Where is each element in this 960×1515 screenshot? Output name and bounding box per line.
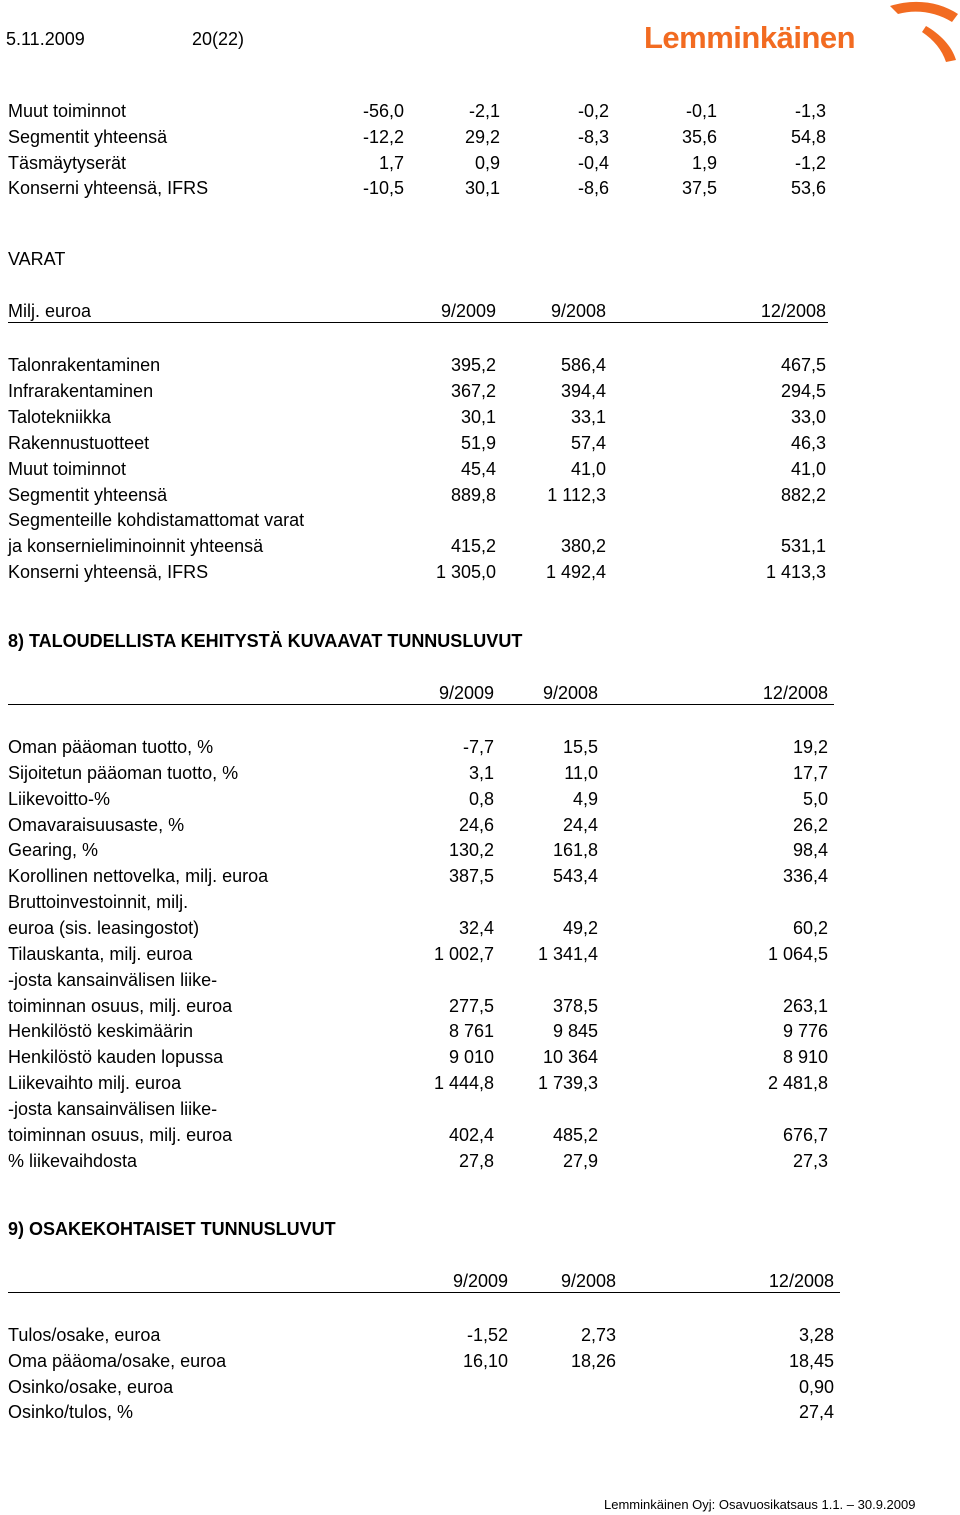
document-date: 5.11.2009 xyxy=(6,29,85,49)
table-row xyxy=(0,150,960,176)
table-row xyxy=(0,559,960,585)
row-value: 5,0 xyxy=(802,788,828,809)
s9-col-1: 9/2009 xyxy=(452,1271,508,1291)
table-row xyxy=(0,533,960,559)
row-value: 531,1 xyxy=(780,536,826,557)
row-value: 294,5 xyxy=(780,380,826,401)
row-value: 0,8 xyxy=(468,788,494,809)
row-value: 60,2 xyxy=(792,917,828,938)
row-label: Henkilöstö kauden lopussa xyxy=(8,1047,224,1068)
table-row xyxy=(0,1096,960,1122)
row-value: 57,4 xyxy=(570,432,606,453)
row-value: 9 845 xyxy=(552,1021,598,1042)
row-label: Liikevaihto milj. euroa xyxy=(8,1073,182,1094)
row-value: 33,1 xyxy=(570,406,606,427)
table-row xyxy=(0,404,960,430)
row-value: 46,3 xyxy=(790,432,826,453)
table-row xyxy=(0,760,960,786)
row-value: 1 305,0 xyxy=(435,562,496,583)
row-value: 543,4 xyxy=(552,866,598,887)
row-value: 35,6 xyxy=(681,126,717,147)
row-value: 1,7 xyxy=(378,152,404,173)
row-label: Gearing, % xyxy=(8,840,99,861)
row-value: 53,6 xyxy=(790,178,826,199)
table-row xyxy=(0,1348,960,1374)
row-value: 32,4 xyxy=(458,917,494,938)
row-label: Konserni yhteensä, IFRS xyxy=(8,178,209,199)
row-value: 130,2 xyxy=(448,840,494,861)
table-row xyxy=(0,1374,960,1400)
table-row xyxy=(0,175,960,201)
table-row xyxy=(0,1044,960,1070)
table-row xyxy=(0,378,960,404)
row-value: 30,1 xyxy=(464,178,500,199)
row-value: 30,1 xyxy=(460,406,496,427)
row-value: 1 739,3 xyxy=(537,1073,598,1094)
row-value: 402,4 xyxy=(448,1124,494,1145)
table-row xyxy=(0,1399,960,1425)
logo-wordmark: Lemminkäinen xyxy=(644,20,856,55)
s9-header-rule xyxy=(8,1292,840,1293)
table-row xyxy=(0,1148,960,1174)
row-value: 24,4 xyxy=(562,814,598,835)
table-row xyxy=(0,456,960,482)
row-label: -josta kansainvälisen liike- xyxy=(8,969,218,990)
row-value: 1 492,4 xyxy=(545,562,606,583)
row-label: Oma pääoma/osake, euroa xyxy=(8,1350,227,1371)
table-row xyxy=(0,993,960,1019)
row-label: Konserni yhteensä, IFRS xyxy=(8,562,209,583)
table-row xyxy=(0,352,960,378)
row-value: 1,9 xyxy=(691,152,717,173)
row-label: Osinko/tulos, % xyxy=(8,1402,134,1423)
s9-col-2: 9/2008 xyxy=(560,1271,616,1291)
table-row xyxy=(0,1322,960,1348)
varat-col-1: 9/2009 xyxy=(440,301,496,321)
table-row xyxy=(0,889,960,915)
table-row xyxy=(0,863,960,889)
s8-header-rule xyxy=(8,704,834,705)
row-value: 27,9 xyxy=(562,1150,598,1171)
row-label: Täsmäytyserät xyxy=(8,152,127,173)
row-value: 1 002,7 xyxy=(433,943,494,964)
row-value: -12,2 xyxy=(362,126,404,147)
row-value: 45,4 xyxy=(460,458,496,479)
varat-header-rule xyxy=(8,322,828,323)
row-value: 161,8 xyxy=(552,840,598,861)
row-value: 27,3 xyxy=(792,1150,828,1171)
row-label: Segmentit yhteensä xyxy=(8,126,168,147)
row-label: Segmentit yhteensä xyxy=(8,484,168,505)
row-value: -8,6 xyxy=(577,178,609,199)
row-value: 2,73 xyxy=(580,1325,616,1345)
section-8-title: 8) TALOUDELLISTA KEHITYSTÄ KUVAAVAT TUNNUSLUVUT xyxy=(8,631,523,651)
row-value: 41,0 xyxy=(570,458,606,479)
s8-col-2: 9/2008 xyxy=(542,683,598,703)
row-label: Omavaraisuusaste, % xyxy=(8,814,185,835)
row-value: 24,6 xyxy=(458,814,494,835)
row-label: toiminnan osuus, milj. euroa xyxy=(8,1124,233,1145)
row-value: 1 444,8 xyxy=(433,1073,494,1094)
row-value: 15,5 xyxy=(562,737,598,757)
page-number: 20(22) xyxy=(192,29,245,49)
row-value: 586,4 xyxy=(560,355,606,375)
row-label: Muut toiminnot xyxy=(8,458,127,479)
row-value: 27,4 xyxy=(798,1402,834,1423)
row-label: Rakennustuotteet xyxy=(8,432,150,453)
row-label: Liikevoitto-% xyxy=(8,788,111,809)
footer-text: Lemminkäinen Oyj: Osavuosikatsaus 1.1. – 30.9.2009 xyxy=(604,1497,916,1512)
row-value: 277,5 xyxy=(448,995,494,1016)
row-value: 1 064,5 xyxy=(767,943,828,964)
row-value: 16,10 xyxy=(462,1350,508,1371)
row-value: 8 761 xyxy=(448,1021,494,1042)
table-row xyxy=(0,941,960,967)
row-value: -2,1 xyxy=(468,101,500,121)
row-value: 467,5 xyxy=(780,355,826,375)
row-label: Oman pääoman tuotto, % xyxy=(8,737,214,757)
row-label: euroa (sis. leasingostot) xyxy=(8,917,200,938)
varat-title: VARAT xyxy=(8,249,66,269)
row-value: 882,2 xyxy=(780,484,826,505)
row-value: 33,0 xyxy=(790,406,826,427)
row-label: toiminnan osuus, milj. euroa xyxy=(8,995,233,1016)
row-label: Tulos/osake, euroa xyxy=(8,1325,161,1345)
s8-col-3: 12/2008 xyxy=(762,683,828,703)
row-value: 11,0 xyxy=(564,762,598,783)
row-label: Sijoitetun pääoman tuotto, % xyxy=(8,762,239,783)
row-value: 3,28 xyxy=(798,1325,834,1345)
table-row xyxy=(0,482,960,508)
row-value: -8,3 xyxy=(577,126,609,147)
row-value: 676,7 xyxy=(782,1124,828,1145)
row-value: 9 776 xyxy=(782,1021,828,1042)
s8-col-1: 9/2009 xyxy=(438,683,494,703)
row-value: 10 364 xyxy=(542,1047,598,1068)
row-label: Talotekniikka xyxy=(8,406,112,427)
varat-unit-label: Milj. euroa xyxy=(8,301,92,321)
row-value: 98,4 xyxy=(792,840,828,861)
row-value: 1 413,3 xyxy=(765,562,826,583)
table-row xyxy=(0,1122,960,1148)
row-value: 263,1 xyxy=(782,995,828,1016)
row-value: 378,5 xyxy=(552,995,598,1016)
row-value: 18,26 xyxy=(570,1350,616,1371)
row-value: 26,2 xyxy=(792,814,828,835)
table-row xyxy=(0,1018,960,1044)
row-value: 1 341,4 xyxy=(537,943,598,964)
row-value: 51,9 xyxy=(460,432,496,453)
row-value: 17,7 xyxy=(792,762,828,783)
row-label: Bruttoinvestoinnit, milj. xyxy=(8,892,189,913)
table-row xyxy=(0,124,960,150)
row-value: 2 481,8 xyxy=(767,1073,828,1094)
row-label: Muut toiminnot xyxy=(8,101,127,121)
row-value: -1,3 xyxy=(794,101,826,121)
row-value: 394,4 xyxy=(560,380,606,401)
row-value: 336,4 xyxy=(782,866,828,887)
row-label: Talonrakentaminen xyxy=(8,355,161,375)
row-value: 49,2 xyxy=(562,917,598,938)
table-row xyxy=(0,967,960,993)
row-label: % liikevaihdosta xyxy=(8,1150,138,1171)
table-row xyxy=(0,915,960,941)
s9-col-3: 12/2008 xyxy=(768,1271,834,1291)
row-value: -0,4 xyxy=(577,152,609,173)
row-value: 485,2 xyxy=(552,1124,598,1145)
row-value: 395,2 xyxy=(450,355,496,375)
row-value: -1,52 xyxy=(466,1325,508,1345)
row-value: 387,5 xyxy=(448,866,494,887)
row-value: -10,5 xyxy=(362,178,404,199)
company-logo xyxy=(640,0,960,80)
row-value: 19,2 xyxy=(792,737,828,757)
row-label: Tilauskanta, milj. euroa xyxy=(8,943,193,964)
row-label: Korollinen nettovelka, milj. euroa xyxy=(8,866,269,887)
row-value: 41,0 xyxy=(790,458,826,479)
row-value: 1 112,3 xyxy=(547,484,606,505)
row-value: -0,1 xyxy=(685,101,717,121)
varat-col-2: 9/2008 xyxy=(550,301,606,321)
table-row xyxy=(0,786,960,812)
row-value: 37,5 xyxy=(681,178,717,199)
table-row xyxy=(0,98,960,124)
table-row xyxy=(0,507,960,533)
row-value: 18,45 xyxy=(788,1350,834,1371)
row-value: 889,8 xyxy=(450,484,496,505)
row-value: 0,90 xyxy=(798,1376,834,1397)
row-label: Segmenteille kohdistamattomat varat xyxy=(8,510,305,531)
row-value: 29,2 xyxy=(464,126,500,147)
row-label: -josta kansainvälisen liike- xyxy=(8,1098,218,1119)
table-row xyxy=(0,1070,960,1096)
row-value: 8 910 xyxy=(782,1047,828,1068)
row-value: 4,9 xyxy=(572,788,598,809)
row-value: 415,2 xyxy=(450,536,496,557)
row-label: Henkilöstö keskimäärin xyxy=(8,1021,194,1042)
varat-col-3: 12/2008 xyxy=(760,301,826,321)
row-value: 380,2 xyxy=(560,536,606,557)
row-value: -0,2 xyxy=(577,101,609,121)
row-value: -7,7 xyxy=(462,737,494,757)
table-row xyxy=(0,812,960,838)
table-row xyxy=(0,837,960,863)
table-row xyxy=(0,430,960,456)
row-label: ja konsernieliminoinnit yhteensä xyxy=(8,536,264,557)
row-value: 0,9 xyxy=(474,152,500,173)
row-value: -1,2 xyxy=(794,152,826,173)
row-value: 54,8 xyxy=(790,126,826,147)
table-row xyxy=(0,734,960,760)
row-value: 3,1 xyxy=(468,762,494,783)
row-value: 27,8 xyxy=(458,1150,494,1171)
row-label: Infrarakentaminen xyxy=(8,380,154,401)
row-value: -56,0 xyxy=(362,101,404,121)
section-9-title: 9) OSAKEKOHTAISET TUNNUSLUVUT xyxy=(8,1219,336,1239)
row-label: Osinko/osake, euroa xyxy=(8,1376,174,1397)
row-value: 9 010 xyxy=(448,1047,494,1068)
row-value: 367,2 xyxy=(450,380,496,401)
